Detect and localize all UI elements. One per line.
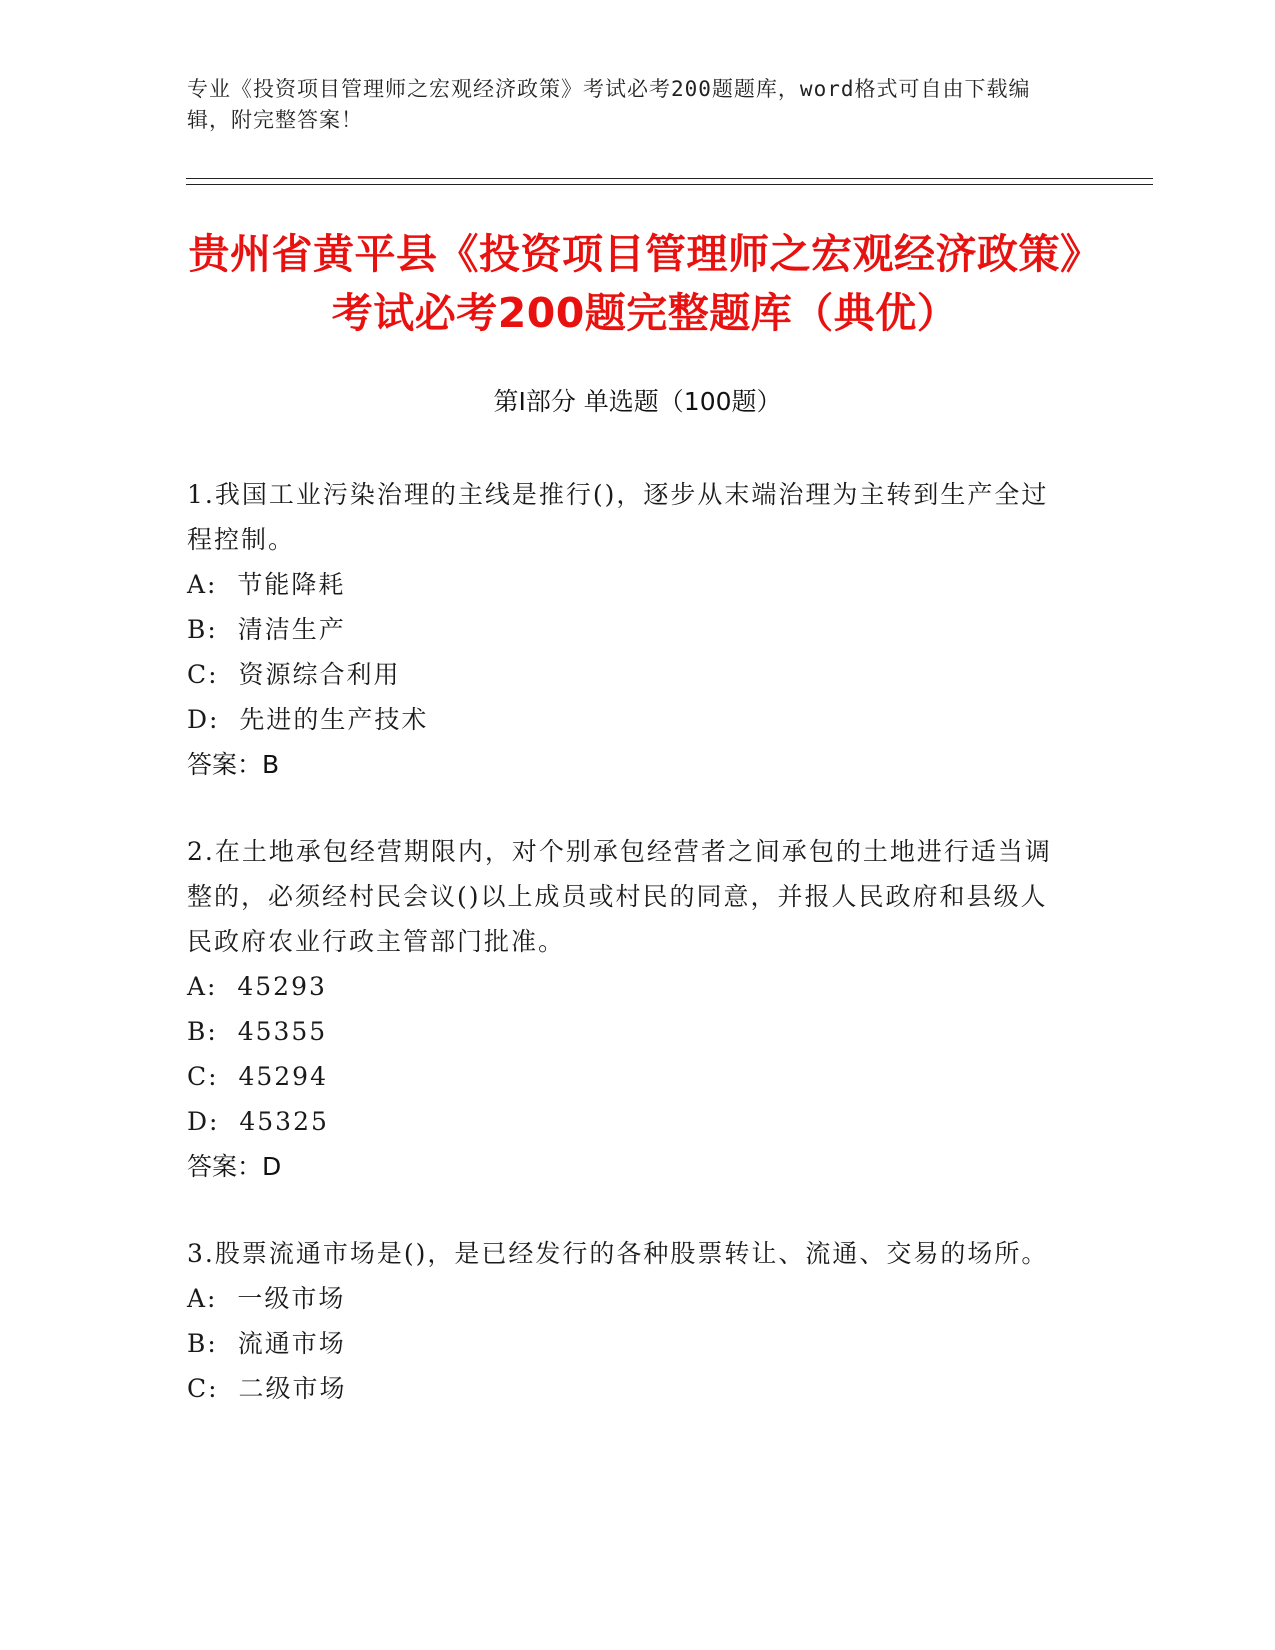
option-c: C: 二级市场 xyxy=(187,1374,347,1403)
question-list xyxy=(187,472,1067,1453)
option-c: C: 45294 xyxy=(187,1062,328,1091)
header-note: 专业《投资项目管理师之宏观经济政策》考试必考200题题库，word格式可自由下载编辑，附完整答案！ xyxy=(187,77,1031,132)
option-d: D: 45325 xyxy=(187,1107,329,1136)
option-a: A: 一级市场 xyxy=(187,1284,346,1313)
question-2 xyxy=(187,829,1067,1189)
option-c: C: 资源综合利用 xyxy=(187,660,401,689)
section-title: 第Ⅰ部分 单选题（100题） xyxy=(493,387,782,416)
option-d: D: 先进的生产技术 xyxy=(187,705,429,734)
option-a: A: 节能降耗 xyxy=(187,570,346,599)
question-stem: 3.股票流通市场是()，是已经发行的各种股票转让、流通、交易的场所。 xyxy=(187,1239,1049,1268)
answer-line: 答案：B xyxy=(187,750,280,779)
question-1 xyxy=(187,472,1067,787)
question-stem: 1.我国工业污染治理的主线是推行()，逐步从末端治理为主转到生产全过程控制。 xyxy=(187,480,1049,554)
answer-line: 答案：D xyxy=(187,1152,282,1181)
header-divider-bottom xyxy=(186,184,1153,185)
header-divider-top xyxy=(186,178,1153,179)
question-3 xyxy=(187,1231,1067,1411)
option-b: B: 流通市场 xyxy=(187,1329,346,1358)
option-b: B: 45355 xyxy=(187,1017,328,1046)
option-b: B: 清洁生产 xyxy=(187,615,346,644)
question-stem: 2.在土地承包经营期限内，对个别承包经营者之间承包的土地进行适当调整的，必须经村民会议()以上成员或村民的同意，并报人民政府和县级人民政府农业行政主管部门批准。 xyxy=(187,837,1052,956)
option-a: A: 45293 xyxy=(187,972,327,1001)
document-title: 贵州省黄平县《投资项目管理师之宏观经济政策》考试必考200题完整题库（典优） xyxy=(188,230,1102,337)
